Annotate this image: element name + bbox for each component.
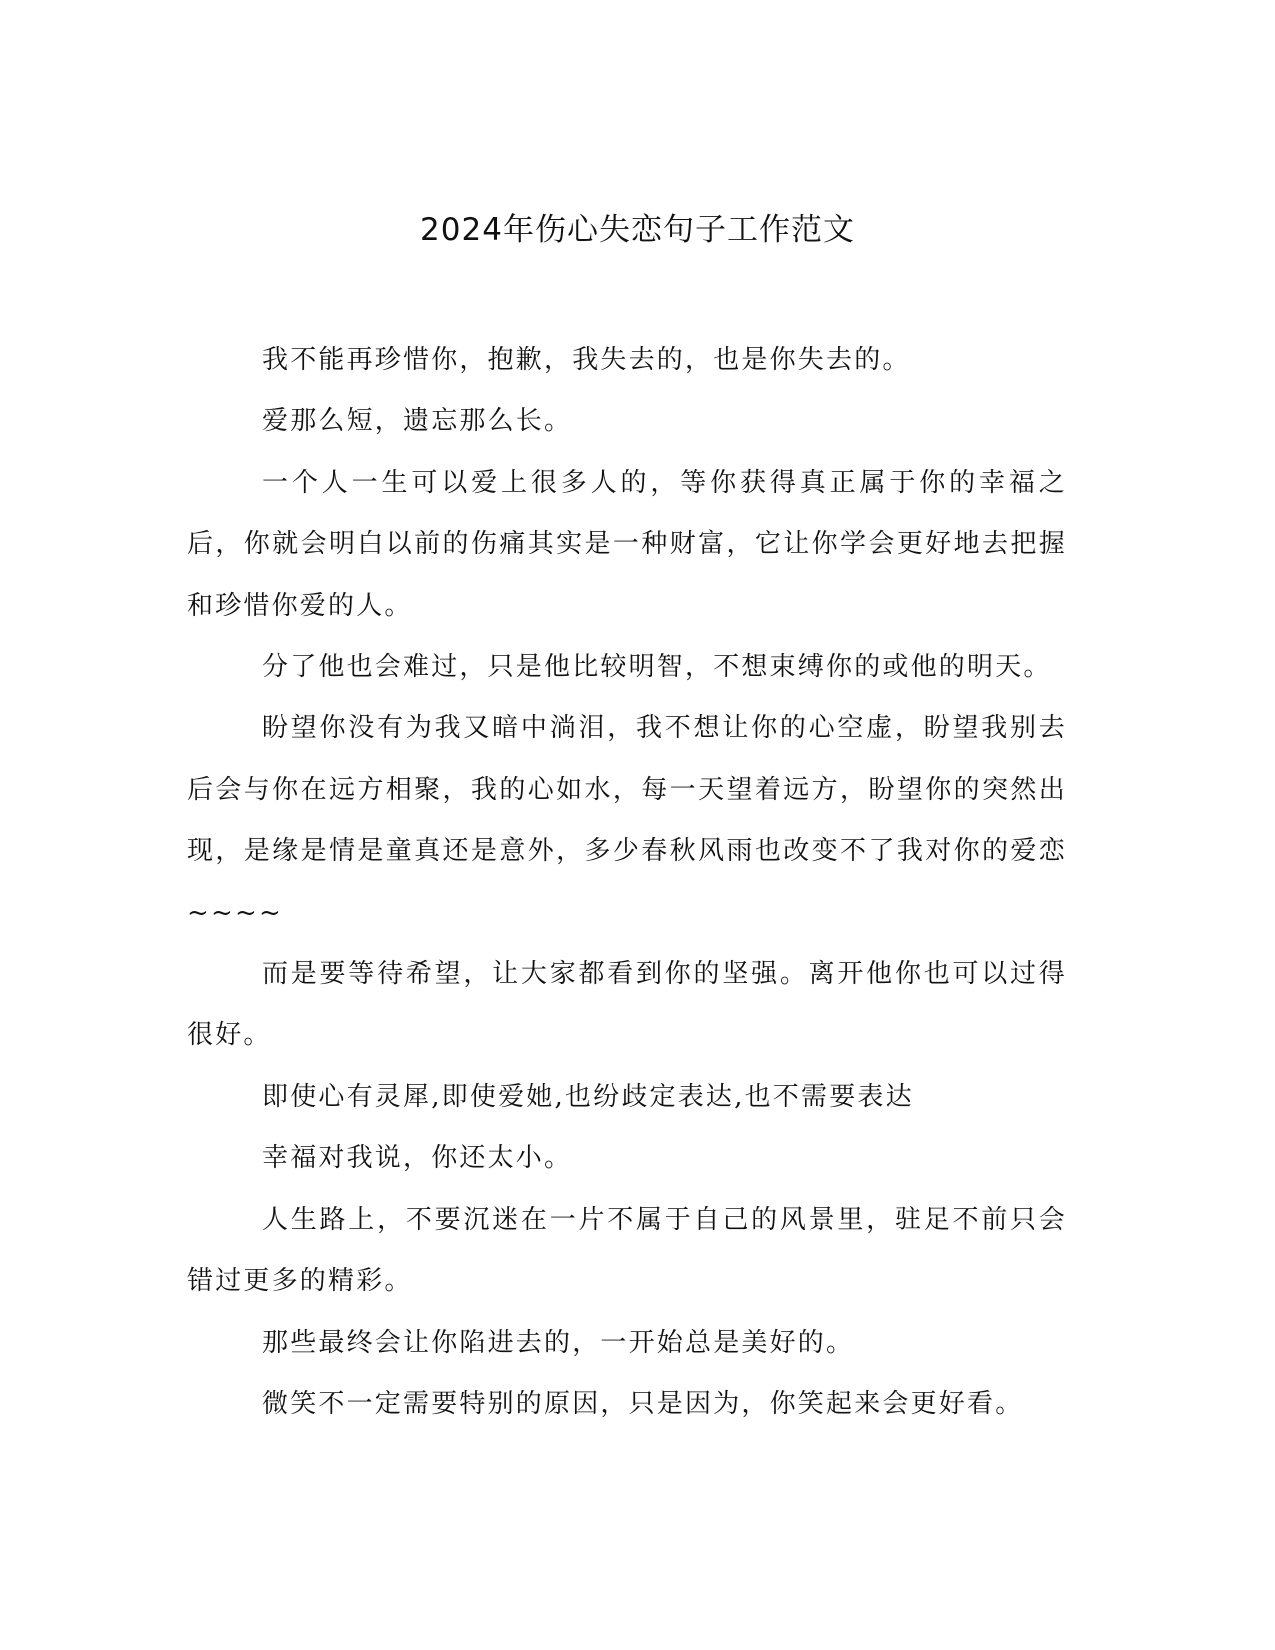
document-body [187, 330, 1067, 1435]
paragraph: 而是要等待希望，让大家都看到你的坚强。离开他你也可以过得很好。 [187, 959, 1067, 1051]
paragraph: 幸福对我说，你还太小。 [262, 1143, 573, 1174]
document-title: 2024年伤心失恋句子工作范文 [420, 212, 855, 248]
paragraph: 爱那么短，遗忘那么长。 [262, 406, 573, 437]
paragraph: 我不能再珍惜你，抱歉，我失去的，也是你失去的。 [262, 345, 911, 375]
paragraph: 盼望你没有为我又暗中淌泪，我不想让你的心空虚，盼望我别去后会与你在远方相聚，我的心如水，每一天望着远方，盼望你的突然出现，是缘是情是童真还是意外，多少春秋风雨也改变不了我对你的爱恋~~~~ [187, 713, 1067, 928]
paragraph: 分了他也会难过，只是他比较明智，不想束缚你的或他的明天。 [262, 652, 1052, 683]
paragraph: 即使心有灵犀,即使爱她,也纷歧定表达,也不需要表达 [262, 1081, 914, 1112]
paragraph: 人生路上，不要沉迷在一片不属于自己的风景里，驻足不前只会错过更多的精彩。 [187, 1204, 1067, 1297]
paragraph: 一个人一生可以爱上很多人的，等你获得真正属于你的幸福之后，你就会明白以前的伤痛其实是一种财富，它让你学会更好地去把握和珍惜你爱的人。 [187, 467, 1067, 621]
paragraph: 那些最终会让你陷进去的，一开始总是美好的。 [262, 1327, 855, 1358]
paragraph: 微笑不一定需要特别的原因，只是因为，你笑起来会更好看。 [262, 1388, 1024, 1419]
